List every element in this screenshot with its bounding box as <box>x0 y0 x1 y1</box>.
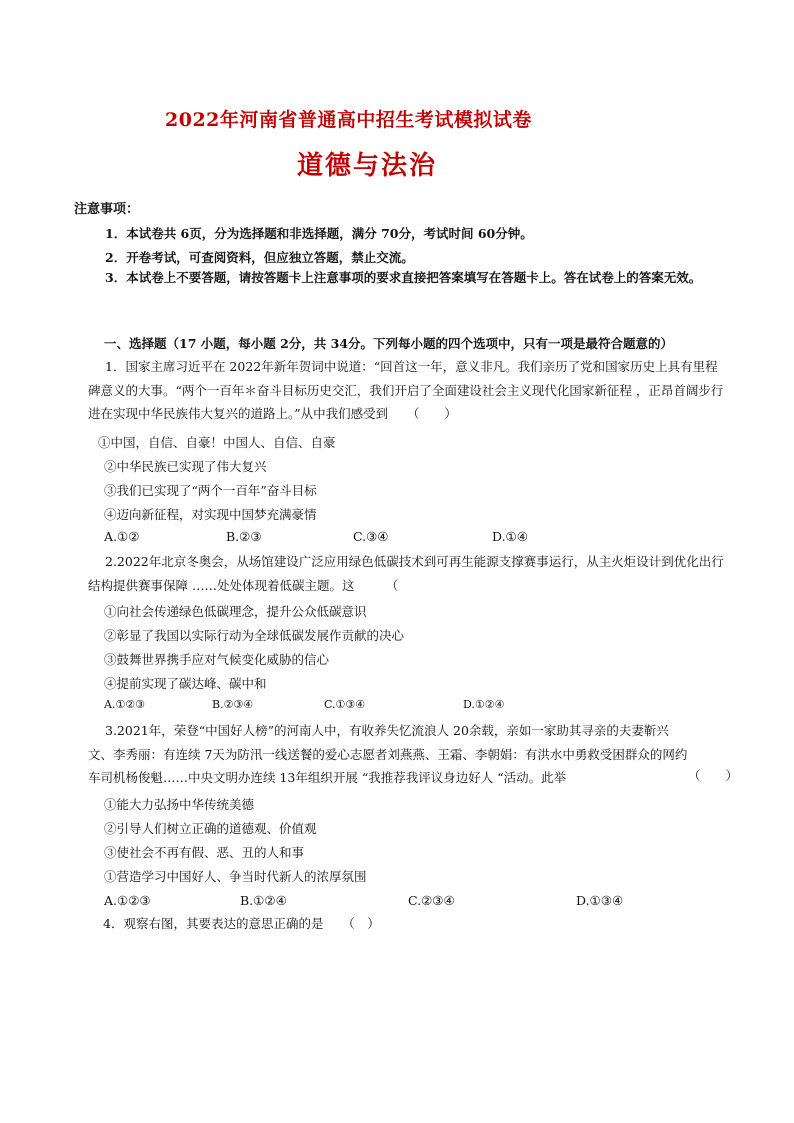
q3-choice-c: C.②③④ <box>408 893 455 908</box>
question-4-stem: 4．观察右图，其要表达的意思正确的是 （ ） <box>103 916 380 931</box>
q2-statement-2: ②彰显了我国以实际行动为全球低碳发展作贡献的决心 <box>104 628 405 643</box>
question-1-stem: 1．国家主席习近平在 2022年新年贺词中说道：“回首这一年，意义非凡。我们亲历了党和国家历史上具有里程碑意义的大事。“两个一百年＊奋斗目标历史交汇，我们开启了全面建设社会主义现代化国家新征程 ，正昂首阔步行进在实现中华民族伟大复兴的道路上。”从中我们感受到 （ ） <box>88 359 724 421</box>
q2-choice-b: B.②③④ <box>212 698 254 711</box>
notice-heading: 注意事项： <box>74 202 140 217</box>
q1-choice-d: D.①④ <box>492 529 528 544</box>
q2-statement-3: ③鼓舞世界携手应对气候变化威胁的信心 <box>104 652 330 667</box>
notice-item-2: 2．开卷考试，可查阅资料，但应独立答题，禁止交流。 <box>105 250 414 265</box>
question-3-stem: 3.2021年，荣登“中国好人榜”的河南人中，有收养失忆流浪人 20余载，亲如一家助其寻亲的夫妻靳兴文、李秀丽：有连续 7天为防汛一线送餐的爱心志愿者刘燕燕、王霜、李朝娟：有洪水中勇救受困群众的网约车司机杨俊魁……中央文明办连续 13年组织开展 “我推荐我评议身边好人 “活动。此举 <box>88 723 688 785</box>
q3-choice-b: B.①②④ <box>240 893 287 908</box>
q3-statement-3: ③使社会不再有假、恶、丑的人和事 <box>104 845 305 860</box>
q1-statement-1: ①中国，自信、自豪！中国人、自信、自豪 <box>98 435 336 450</box>
question-2-stem: 2.2022年北京冬奥会，从场馆建设广泛应用绿色低碳技术到可再生能源支撑赛事运行，从主火炬设计到优化出行结构提供赛事保障 ……处处体现着低碳主题。这 （ <box>88 554 724 593</box>
subject-title: 道德与法治 <box>297 151 438 181</box>
q3-choice-d: D.①③④ <box>576 893 624 908</box>
notice-item-3: 3．本试卷上不要答题，请按答题卡上注意事项的要求直接把答案填写在答题卡上。答在试卷上的答案无效。 <box>105 270 702 285</box>
q1-choice-b: B.②③ <box>226 529 262 544</box>
q2-statement-4: ④提前实现了碳达峰、碳中和 <box>104 676 267 691</box>
q2-choice-c: C.①③④ <box>324 698 366 711</box>
q2-statement-1: ①向社会传递绿色低碳理念，提升公众低碳意识 <box>104 604 367 619</box>
q3-statement-4: ①营造学习中国好人、争当时代新人的浓厚氛围 <box>104 869 367 884</box>
q3-answer-bracket: （ ） <box>688 768 739 783</box>
q3-statement-2: ②引导人们树立正确的道德观、价值观 <box>104 821 317 836</box>
q2-choice-d: D.①②④ <box>463 698 505 711</box>
q3-statement-1: ①能大力弘扬中华传统美德 <box>104 797 255 812</box>
q2-choice-a: A.①②③ <box>104 698 146 711</box>
notice-item-1: 1．本试卷共 6页，分为选择题和非选择题，满分 70分，考试时间 60分钟。 <box>105 226 533 241</box>
section-heading: 一、选择题（17 小题，每小题 2分，共 34分。下列每小题的四个选项中，只有一项是最符合题意的） <box>104 336 674 351</box>
q1-statement-2: ②中华民族已实现了伟大复兴 <box>104 459 267 474</box>
q1-statement-3: ③我们已实现了“两个一百年”奋斗目标 <box>104 483 317 498</box>
q1-choice-a: A.①② <box>104 529 140 544</box>
q1-choice-c: C.③④ <box>353 529 389 544</box>
q1-statement-4: ④迈向新征程，对实现中国梦充满豪情 <box>104 507 317 522</box>
q3-choice-a: A.①②③ <box>104 893 151 908</box>
exam-title: 2022年河南省普通高中招生考试模拟试卷 <box>165 109 532 131</box>
